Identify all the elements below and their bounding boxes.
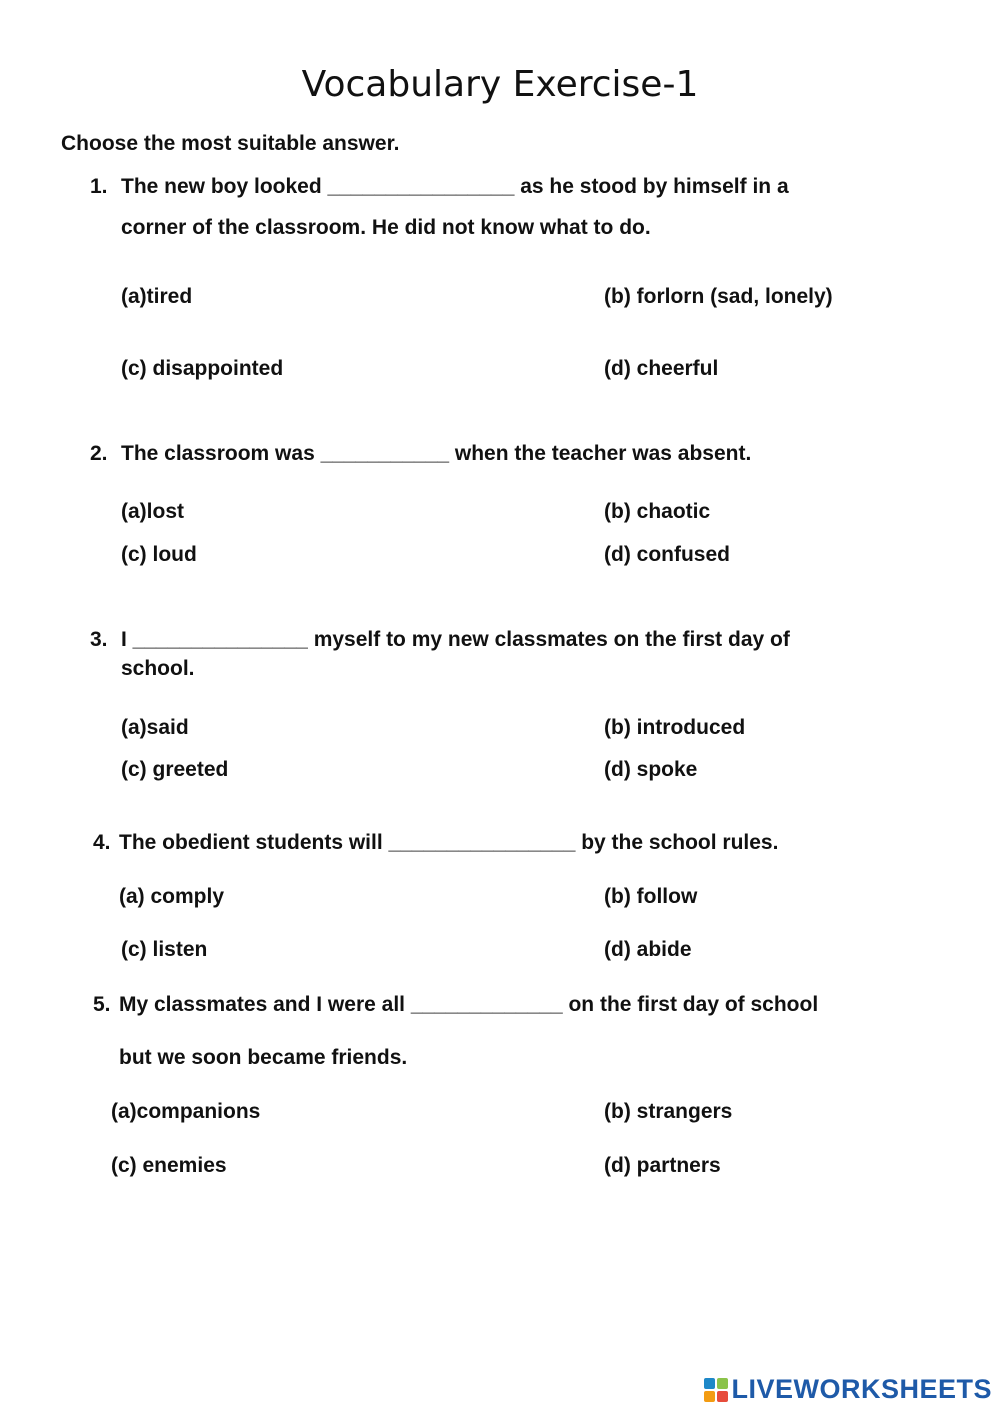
liveworksheets-logo — [704, 1374, 992, 1405]
instruction-text: Choose the most suitable answer. — [61, 132, 400, 155]
question-line: The new boy looked ________________ as he stood by himself in a — [121, 175, 789, 198]
answer-option-b[interactable]: (b) introduced — [604, 716, 746, 739]
answer-option-b[interactable]: (b) forlorn (sad, lonely) — [604, 285, 833, 308]
answer-option-c[interactable]: (c) enemies — [111, 1154, 227, 1177]
answer-option-d[interactable]: (d) spoke — [604, 758, 698, 781]
question-number: 1. — [90, 175, 108, 198]
answer-option-d[interactable]: (d) abide — [604, 938, 692, 961]
question-number: 5. — [93, 993, 111, 1016]
answer-option-c[interactable]: (c) loud — [121, 543, 197, 566]
question-line: corner of the classroom. He did not know what to do. — [121, 216, 651, 239]
liveworksheets-logo-text: LIVEWORKSHEETS — [731, 1374, 992, 1404]
question-line: school. — [121, 657, 195, 680]
question-line: My classmates and I were all _____________ on the first day of school — [119, 993, 819, 1016]
answer-option-b[interactable]: (b) chaotic — [604, 500, 711, 523]
answer-option-a[interactable]: (a)said — [121, 716, 189, 739]
answer-option-a[interactable]: (a)tired — [121, 285, 193, 308]
question-line: but we soon became friends. — [119, 1046, 408, 1069]
worksheet-title: Vocabulary Exercise-1 — [301, 64, 699, 105]
answer-option-c[interactable]: (c) listen — [121, 938, 208, 961]
liveworksheets-logo-icon — [704, 1378, 728, 1402]
answer-option-d[interactable]: (d) confused — [604, 543, 730, 566]
answer-option-a[interactable]: (a)companions — [111, 1100, 261, 1123]
answer-option-d[interactable]: (d) cheerful — [604, 357, 719, 380]
answer-option-a[interactable]: (a)lost — [121, 500, 184, 523]
answer-option-c[interactable]: (c) disappointed — [121, 357, 284, 380]
answer-option-b[interactable]: (b) strangers — [604, 1100, 733, 1123]
question-line: The classroom was ___________ when the teacher was absent. — [121, 442, 752, 465]
question-number: 3. — [90, 628, 108, 651]
question-line: I _______________ myself to my new classmates on the first day of — [121, 628, 790, 651]
question-line: The obedient students will ________________ by the school rules. — [119, 831, 779, 854]
answer-option-b[interactable]: (b) follow — [604, 885, 698, 908]
question-number: 2. — [90, 442, 108, 465]
answer-option-d[interactable]: (d) partners — [604, 1154, 721, 1177]
answer-option-a[interactable]: (a) comply — [119, 885, 225, 908]
answer-option-c[interactable]: (c) greeted — [121, 758, 229, 781]
question-number: 4. — [93, 831, 111, 854]
